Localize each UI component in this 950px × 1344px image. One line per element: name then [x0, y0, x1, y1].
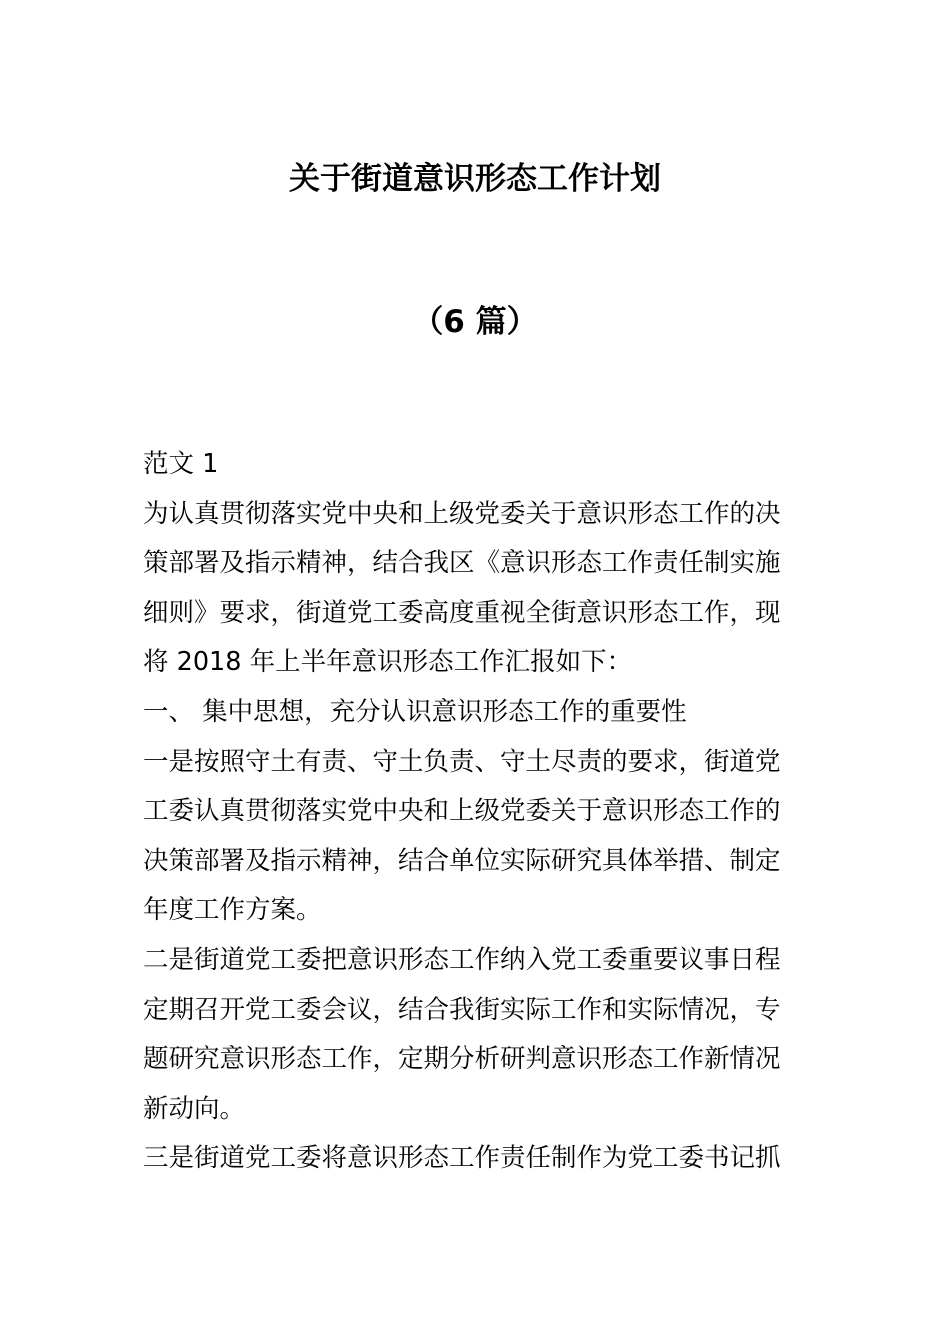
- paragraph-line: 三是街道党工委将意识形态工作责任制作为党工委书记抓: [143, 1143, 781, 1174]
- document-body: [143, 440, 808, 1184]
- paragraph-line: 题研究意识形态工作，定期分析研判意识形态工作新情况: [143, 1044, 781, 1075]
- paragraph-line: 定期召开党工委会议，结合我街实际工作和实际情况，专: [143, 994, 781, 1025]
- paragraph-line: 一是按照守土有责、守土负责、守土尽责的要求，街道党: [143, 746, 781, 777]
- paragraph-line: 为认真贯彻落实党中央和上级党委关于意识形态工作的决: [143, 498, 781, 529]
- document-title: 关于街道意识形态工作计划: [289, 161, 661, 197]
- paragraph-line: 年度工作方案。: [143, 895, 322, 926]
- paragraph-line: 二是街道党工委把意识形态工作纳入党工委重要议事日程: [143, 944, 781, 975]
- section-heading: 一、 集中思想，充分认识意识形态工作的重要性: [143, 696, 687, 727]
- paragraph-line: 细则》要求，街道党工委高度重视全街意识形态工作，现: [143, 597, 781, 628]
- paragraph-line: 决策部署及指示精神，结合单位实际研究具体举措、制定: [143, 845, 781, 876]
- paragraph-line: 新动向。: [143, 1093, 246, 1124]
- paragraph-line: 策部署及指示精神，结合我区《意识形态工作责任制实施: [143, 548, 781, 579]
- document-subtitle: （6 篇）: [412, 304, 538, 340]
- paragraph-line: 工委认真贯彻落实党中央和上级党委关于意识形态工作的: [143, 796, 781, 827]
- paragraph-line: 将 2018 年上半年意识形态工作汇报如下：: [143, 647, 633, 678]
- section-label: 范文 1: [143, 449, 219, 479]
